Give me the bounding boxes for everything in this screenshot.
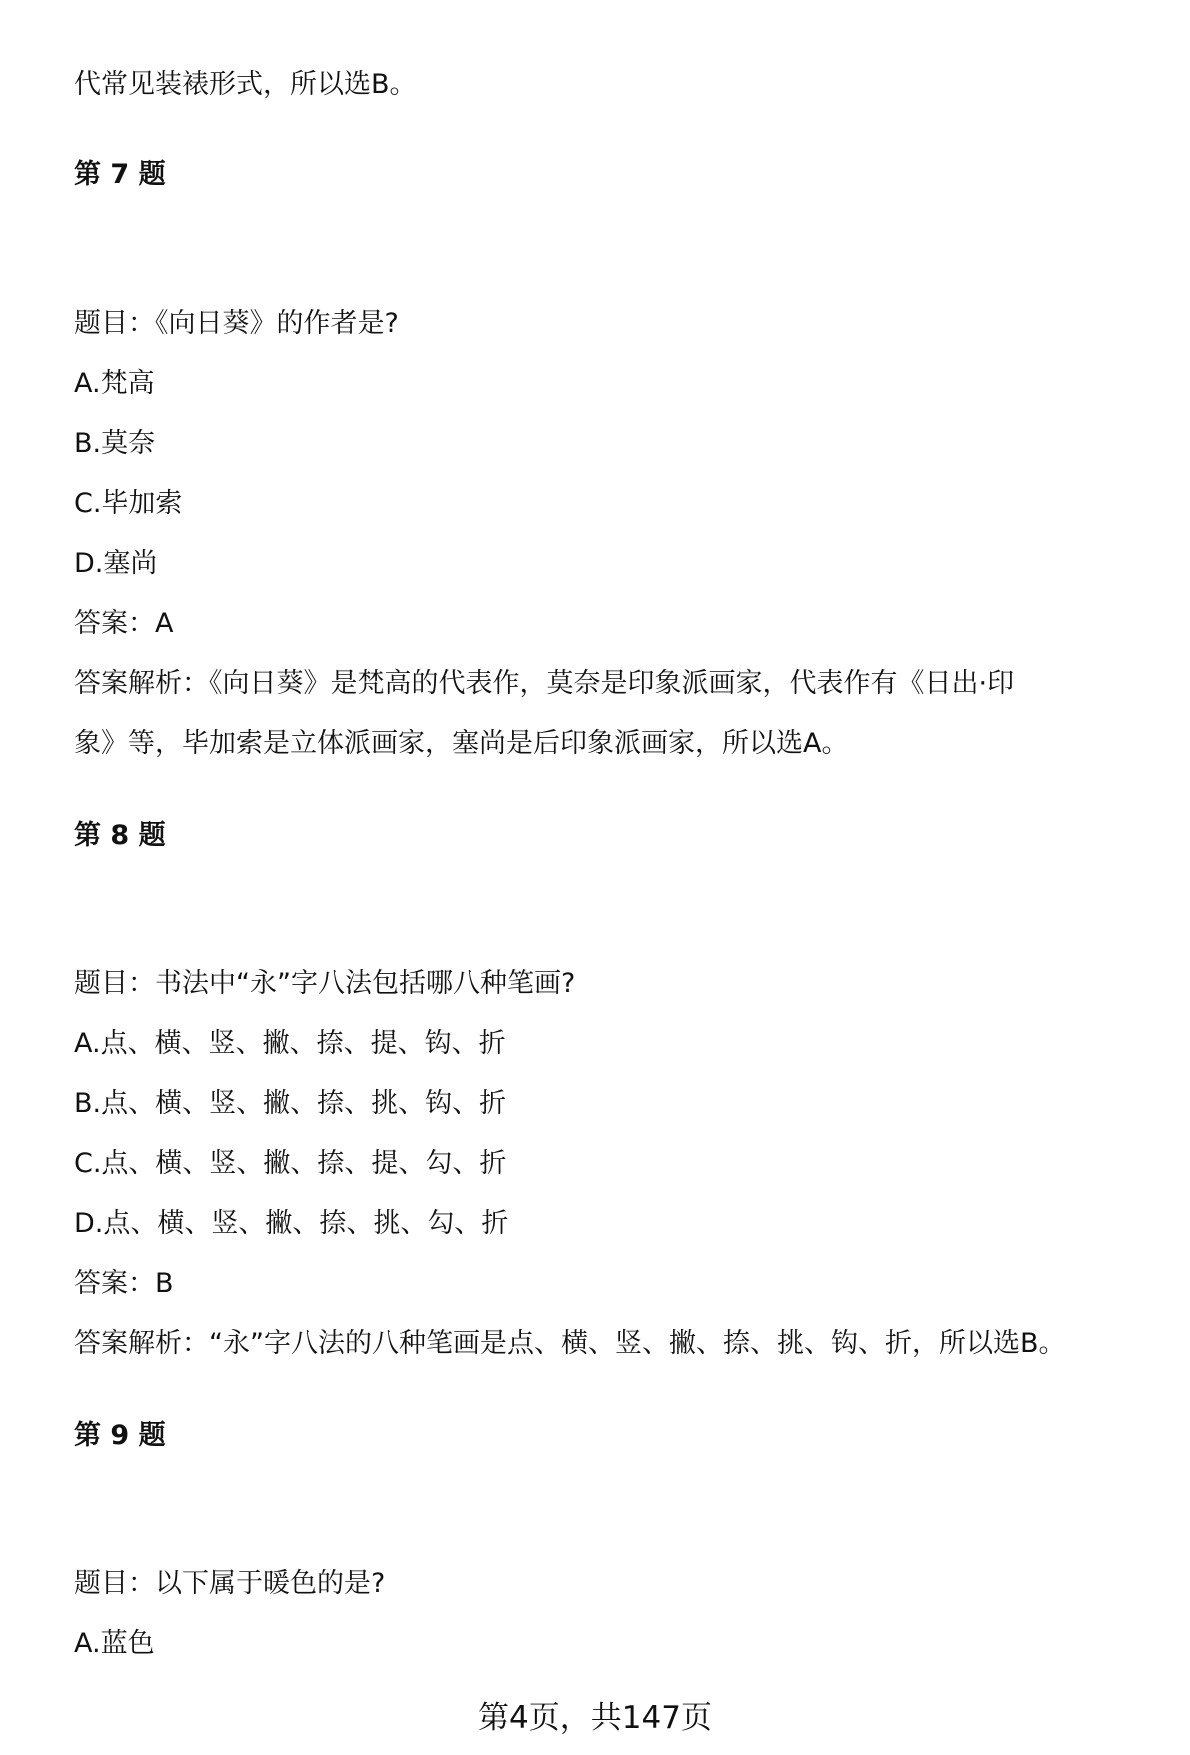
question-8-heading: 第 8 题 [74, 820, 166, 851]
question-8-option-d: D.点、横、竖、撇、捺、挑、勾、折 [74, 1208, 509, 1239]
question-7-explanation-line-2: 象》等，毕加索是立体派画家，塞尚是后印象派画家，所以选A。 [74, 728, 849, 759]
question-7-explanation-line-1: 答案解析：《向日葵》是梵高的代表作，莫奈是印象派画家，代表作有《日出·印 [74, 668, 1015, 699]
question-8-option-a: A.点、横、竖、撇、捺、提、钩、折 [74, 1028, 506, 1059]
page-number-footer: 第4页，共147页 [478, 1700, 712, 1736]
question-9-text: 题目：以下属于暖色的是? [74, 1568, 386, 1599]
question-9-heading: 第 9 题 [74, 1420, 166, 1451]
question-7-option-c: C.毕加索 [74, 488, 183, 519]
question-7-answer: 答案：A [74, 608, 174, 639]
question-8-option-c: C.点、横、竖、撇、捺、提、勾、折 [74, 1148, 507, 1179]
question-7-option-b: B.莫奈 [74, 428, 156, 459]
question-7-text: 题目：《向日葵》的作者是? [74, 308, 399, 339]
question-8-text: 题目：书法中“永”字八法包括哪八种笔画? [74, 968, 576, 999]
question-8-explanation-line-1: 答案解析：“永”字八法的八种笔画是点、横、竖、撇、捺、挑、钩、折，所以选B。 [74, 1328, 1066, 1359]
question-8-option-b: B.点、横、竖、撇、捺、挑、钩、折 [74, 1088, 507, 1119]
question-7-option-d: D.塞尚 [74, 548, 158, 579]
question-9-option-a: A.蓝色 [74, 1628, 155, 1659]
question-7-option-a: A.梵高 [74, 368, 155, 399]
question-8-answer: 答案：B [74, 1268, 174, 1299]
intro-line: 代常见装裱形式，所以选B。 [74, 69, 417, 100]
question-7-heading: 第 7 题 [74, 159, 166, 190]
